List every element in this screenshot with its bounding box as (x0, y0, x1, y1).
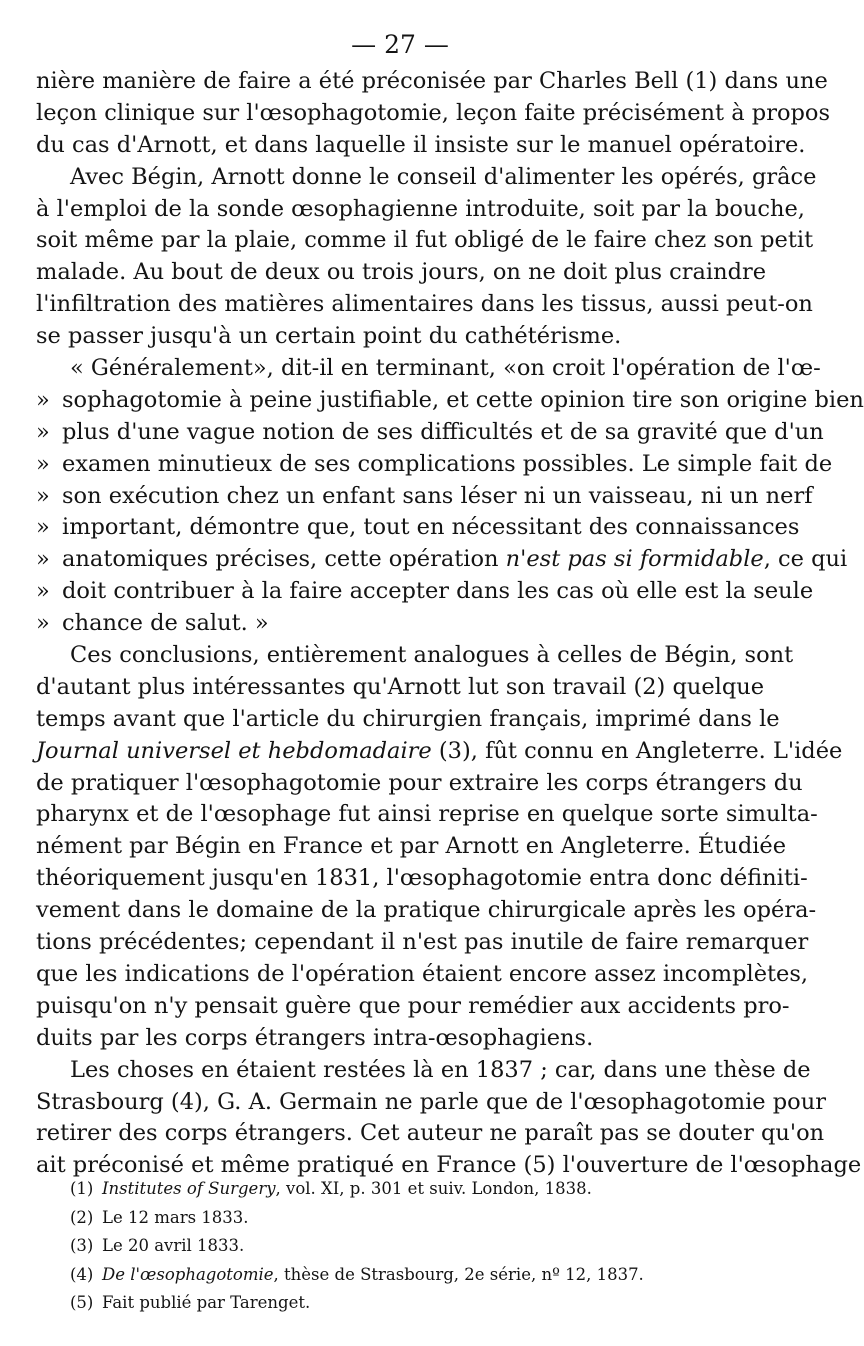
text-line (36, 130, 806, 162)
text-line (36, 1087, 826, 1119)
footnote-text: , thèse de Strasbourg, 2e série, nº 12, 1837. (273, 1264, 644, 1284)
text-line (36, 1023, 764, 1055)
footnotes (70, 1175, 760, 1318)
footnote-text: Le 20 avril 1833. (102, 1236, 245, 1255)
text-line (36, 831, 787, 863)
line-text: d'autant plus intéressantes qu'Arnott lut son travail (2) quelque (36, 673, 765, 700)
text-line (36, 608, 764, 640)
line-text: ait préconisé et même pratiqué en France (5) l'ouverture de l'œsophage (36, 1152, 862, 1179)
line-text: examen minutieux de ses complications possibles. Le simple fait de (62, 450, 833, 477)
text-line (36, 544, 848, 576)
line-text: nière manière de faire a été préconisée par Charles Bell (1) dans une (36, 68, 828, 94)
line-text: retirer des corps étrangers. Cet auteur ne paraît pas se douter qu'on (36, 1120, 825, 1147)
text-line (36, 736, 843, 768)
page-number: — 27 — (351, 30, 449, 59)
footnote-mark: (5) (70, 1293, 94, 1312)
footnote-text: Fait publié par Tarenget. (102, 1293, 311, 1312)
line-text: son exécution chez un enfant sans léser ni un vaisseau, ni un nerf (62, 482, 813, 509)
text-line (36, 991, 790, 1023)
line-text: plus d'une vague notion de ses difficultés et de sa gravité que d'un (62, 418, 824, 445)
line-text: important, démontre que, tout en nécessitant des connaissances (62, 514, 800, 541)
text-line (36, 799, 818, 831)
line-text: du cas d'Arnott, et dans laquelle il insiste sur le manuel opératoire. (36, 131, 806, 158)
footnote-mark: (1) (70, 1179, 94, 1198)
line-text: se passer jusqu'à un certain point du cathétérisme. (36, 323, 622, 350)
footnote (70, 1289, 760, 1318)
line-text: (3), fût connu en Angleterre. L'idée (431, 737, 843, 764)
line-text: « Généralement», dit-il en terminant, «on croit l'opération de l'œ- (70, 355, 821, 382)
footnote (70, 1261, 760, 1290)
footnote (70, 1175, 760, 1204)
text-line (36, 417, 824, 449)
line-text: temps avant que l'article du chirurgien français, imprimé dans le (36, 705, 780, 732)
line-text: chance de salut. » (62, 610, 269, 637)
footnote (70, 1232, 760, 1261)
quote-mark: » (36, 610, 50, 637)
body-text (36, 66, 864, 1182)
text-line (36, 66, 828, 98)
line-text: Ces conclusions, entièrement analogues à celles de Bégin, sont (70, 642, 794, 669)
text-line (36, 385, 864, 417)
quote-mark: » (36, 418, 50, 445)
line-text: de pratiquer l'œsophagotomie pour extraire les corps étrangers du (36, 769, 803, 796)
text-line (36, 863, 808, 895)
line-text: Avec Bégin, Arnott donne le conseil d'alimenter les opérés, grâce (70, 163, 817, 190)
footnote-italic: Institutes of Surgery (102, 1179, 276, 1198)
text-line (36, 672, 764, 704)
text-line (36, 321, 764, 353)
text-line (36, 289, 813, 321)
line-text: Les choses en étaient restées là en 1837 ; car, dans une thèse de (70, 1056, 811, 1083)
quote-mark: » (36, 386, 50, 413)
line-text: soit même par la plaie, comme il fut obligé de le faire chez son petit (36, 227, 814, 254)
line-text: théoriquement jusqu'en 1831, l'œsophagotomie entra donc définiti- (36, 865, 808, 892)
quote-mark: » (36, 578, 50, 605)
text-line (36, 640, 794, 672)
text-line (36, 959, 809, 991)
line-text: à l'emploi de la sonde œsophagienne introduite, soit par la bouche, (36, 195, 805, 222)
italic-text: Journal universel et hebdomadaire (36, 737, 432, 764)
footnote (70, 1204, 760, 1233)
line-text: l'infiltration des matières alimentaires dans les tissus, aussi peut-on (36, 291, 813, 318)
text-line (36, 481, 813, 513)
line-text: sophagotomie à peine justifiable, et cette opinion tire son origine bien (62, 386, 864, 413)
quote-mark: » (36, 514, 50, 541)
line-text: puisqu'on n'y pensait guère que pour remédier aux accidents pro- (36, 992, 790, 1019)
text-line (36, 162, 817, 194)
quote-mark: » (36, 482, 50, 509)
text-line (36, 704, 780, 736)
text-line (36, 895, 817, 927)
text-line (36, 927, 809, 959)
text-line (36, 449, 833, 481)
text-line (36, 1055, 811, 1087)
text-line (36, 98, 830, 130)
italic-text: n'est pas si formidable (505, 546, 764, 573)
text-line (36, 225, 814, 257)
text-line (36, 768, 803, 800)
text-line (36, 257, 767, 289)
line-text: pharynx et de l'œsophage fut ainsi reprise en quelque sorte simulta- (36, 801, 818, 828)
line-text: leçon clinique sur l'œsophagotomie, leçon faite précisément à propos (36, 99, 830, 126)
quote-mark: » (36, 546, 50, 573)
text-line (36, 1118, 825, 1150)
footnote-text: Le 12 mars 1833. (102, 1207, 249, 1227)
text-line (36, 576, 814, 608)
text-line (36, 353, 821, 385)
line-text: Strasbourg (4), G. A. Germain ne parle que de l'œsophagotomie pour (36, 1088, 826, 1115)
line-text: vement dans le domaine de la pratique chirurgicale après les opéra- (36, 897, 817, 924)
line-text: doit contribuer à la faire accepter dans les cas où elle est la seule (62, 578, 814, 605)
text-line (36, 512, 800, 544)
footnote-text: , vol. XI, p. 301 et suiv. London, 1838. (275, 1179, 592, 1198)
line-text: , ce qui (763, 546, 848, 573)
footnote-italic: De l'œsophagotomie (102, 1264, 274, 1284)
footnote-mark: (4) (70, 1264, 94, 1284)
line-text: que les indications de l'opération étaient encore assez incomplètes, (36, 960, 809, 987)
line-text: tions précédentes; cependant il n'est pas inutile de faire remarquer (36, 929, 809, 956)
line-text: duits par les corps étrangers intra-œsophagiens. (36, 1024, 594, 1051)
footnote-mark: (2) (70, 1207, 94, 1227)
line-text: malade. Au bout de deux ou trois jours, on ne doit plus craindre (36, 259, 767, 286)
line-text: nément par Bégin en France et par Arnott en Angleterre. Étudiée (36, 833, 787, 860)
text-line (36, 194, 805, 226)
footnote-mark: (3) (70, 1236, 94, 1255)
line-text: anatomiques précises, cette opération (62, 546, 506, 573)
quote-mark: » (36, 450, 50, 477)
